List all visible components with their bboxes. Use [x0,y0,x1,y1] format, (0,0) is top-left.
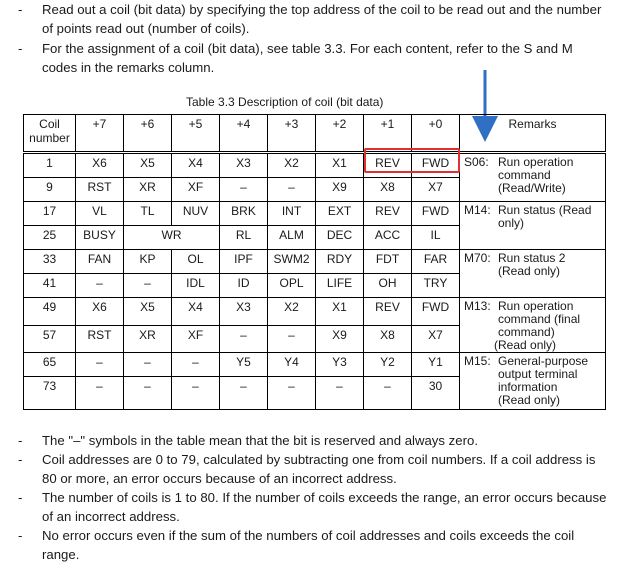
bit-cell: Y3 [316,353,364,377]
bit-cell: REV [364,153,412,178]
coil-table [23,114,606,410]
coil-number: 1 [24,153,76,178]
bit-cell: DEC [316,226,364,250]
bit-cell: – [220,377,268,410]
bit-cell: Y2 [364,353,412,377]
bit-cell: NUV [172,202,220,226]
coil-number: 65 [24,353,76,377]
table-row [24,153,606,178]
bit-cell: TL [124,202,172,226]
bit-cell: RST [76,178,124,202]
bit-cell: ACC [364,226,412,250]
header-coil-number: Coil number [24,115,76,153]
bit-cell: EXT [316,202,364,226]
bit-cell: IPF [220,250,268,274]
header-bit: +2 [316,115,364,153]
bit-cell: – [76,377,124,410]
coil-number: 33 [24,250,76,274]
bit-cell: RL [220,226,268,250]
bit-cell: OH [364,274,412,298]
bit-cell: FWD [412,202,460,226]
header-bit: +5 [172,115,220,153]
remarks-cell: M13: Run operation command (final command) (Read only) [460,298,606,353]
bit-cell: XF [172,325,220,353]
remarks-cell: M70: Run status 2 (Read only) [460,250,606,298]
bit-cell: X2 [268,153,316,178]
bit-cell: X4 [172,153,220,178]
bit-cell: – [76,274,124,298]
bit-cell: IL [412,226,460,250]
bit-cell: RDY [316,250,364,274]
coil-number: 9 [24,178,76,202]
bit-cell: INT [268,202,316,226]
bit-cell: X2 [268,298,316,326]
bit-cell: Y1 [412,353,460,377]
header-bit: +1 [364,115,412,153]
bit-cell: ID [220,274,268,298]
bit-cell: REV [364,298,412,326]
bit-cell: X5 [124,298,172,326]
bit-cell: – [316,377,364,410]
bit-cell: VL [76,202,124,226]
intro-bullet: - For the assignment of a coil (bit data), see table 3.3. For each content, refer to the S and M codes in the remarks column. [18,41,573,75]
coil-number: 57 [24,325,76,353]
bit-cell: X3 [220,298,268,326]
table-row [24,353,606,377]
header-bit: +0 [412,115,460,153]
remarks-cell: M14: Run status (Read only) [460,202,606,250]
bit-cell: OL [172,250,220,274]
coil-number: 41 [24,274,76,298]
note-bullet: - The number of coils is 1 to 80. If the number of coils exceeds the range, an error occurs because of an incorrect address. [18,490,607,524]
header-remarks: Remarks [460,115,606,153]
bit-cell: LIFE [316,274,364,298]
bit-cell: – [268,178,316,202]
notes [18,431,608,564]
bit-cell: TRY [412,274,460,298]
bit-cell: ALM [268,226,316,250]
bit-cell: Y5 [220,353,268,377]
bit-cell: – [172,353,220,377]
bit-cell: – [268,325,316,353]
bit-cell: X8 [364,178,412,202]
bit-cell: – [124,353,172,377]
bit-cell: X6 [76,298,124,326]
bit-cell: X9 [316,178,364,202]
bit-cell: X7 [412,178,460,202]
coil-number: 25 [24,226,76,250]
note-bullet: - The "–" symbols in the table mean that the bit is reserved and always zero. [18,433,478,448]
bit-cell: KP [124,250,172,274]
header-bit: +6 [124,115,172,153]
bit-cell: X9 [316,325,364,353]
bit-cell: X3 [220,153,268,178]
bit-cell: – [124,377,172,410]
bit-cell: RST [76,325,124,353]
bit-cell: – [268,377,316,410]
bit-cell: FAR [412,250,460,274]
bit-cell: – [124,274,172,298]
coil-number: 73 [24,377,76,410]
intro-bullet: - Read out a coil (bit data) by specifying the top address of the coil to be read out and the number of points read out (number of coils). [18,2,602,36]
bit-cell: BRK [220,202,268,226]
bit-cell: X7 [412,325,460,353]
table-row [24,250,606,274]
bit-cell: – [76,353,124,377]
rev-fwd-highlight-box [364,148,460,173]
table-caption: Table 3.3 Description of coil (bit data) [186,95,384,109]
bit-cell: WR [124,226,220,250]
bit-cell: X4 [172,298,220,326]
header-bit: +7 [76,115,124,153]
bit-cell: BUSY [76,226,124,250]
bit-cell: OPL [268,274,316,298]
bit-cell: FWD [412,153,460,178]
bit-cell: IDL [172,274,220,298]
note-bullet: - Coil addresses are 0 to 79, calculated by subtracting one from coil numbers. If a coil address is 80 or more, an error occurs because of an incorrect address. [18,452,596,486]
coil-number: 49 [24,298,76,326]
bit-cell: FAN [76,250,124,274]
table-row [24,202,606,226]
header-bit: +3 [268,115,316,153]
bit-cell: – [172,377,220,410]
bit-cell: XF [172,178,220,202]
bit-cell: 30 [412,377,460,410]
coil-number: 17 [24,202,76,226]
table-row [24,298,606,326]
bit-cell: – [364,377,412,410]
bit-cell: Y4 [268,353,316,377]
bit-cell: X1 [316,153,364,178]
bit-cell: – [220,325,268,353]
bit-cell: X5 [124,153,172,178]
remarks-cell: S06: Run operation command (Read/Write) [460,153,606,202]
bit-cell: XR [124,178,172,202]
bit-cell: REV [364,202,412,226]
header-row [24,115,606,153]
bit-cell: X1 [316,298,364,326]
remarks-cell: M15: General-purpose output terminal information (Read only) [460,353,606,410]
note-bullet: - No error occurs even if the sum of the numbers of coil addresses and coils exceeds the coil range. [18,528,575,562]
bit-cell: SWM2 [268,250,316,274]
bit-cell: FDT [364,250,412,274]
bit-cell: – [220,178,268,202]
bit-cell: FWD [412,298,460,326]
header-bit: +4 [220,115,268,153]
bit-cell: X8 [364,325,412,353]
intro-bullets [18,0,608,78]
bit-cell: XR [124,325,172,353]
bit-cell: X6 [76,153,124,178]
